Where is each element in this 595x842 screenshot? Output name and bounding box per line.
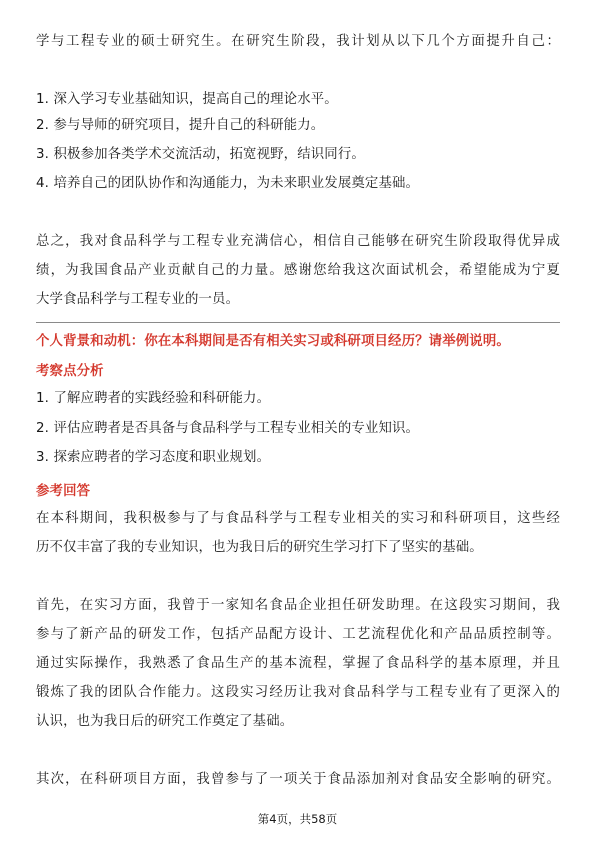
answer-heading: 参考回答 <box>36 484 91 499</box>
plan-item-3: 3. 积极参加各类学术交流活动，拓宽视野，结识同行。 <box>36 147 365 162</box>
analysis-point-3: 3. 探索应聘者的学习态度和职业规划。 <box>36 450 271 465</box>
summary-line-2: 绩，为我国食品产业贡献自己的力量。感谢您给我这次面试机会，希望能成为宁夏 <box>36 263 560 278</box>
answer-para2-line-2: 参与了新产品的研发工作，包括产品配方设计、工艺流程优化和产品品质控制等。 <box>36 627 560 642</box>
intro-line: 学与工程专业的硕士研究生。在研究生阶段，我计划从以下几个方面提升自己： <box>36 34 560 49</box>
answer-para2-line-3: 通过实际操作，我熟悉了食品生产的基本流程，掌握了食品科学的基本原理，并且 <box>36 656 560 671</box>
plan-item-2: 2. 参与导师的研究项目，提升自己的科研能力。 <box>36 118 325 133</box>
answer-para1-line-2: 历不仅丰富了我的专业知识，也为我日后的研究生学习打下了坚实的基础。 <box>36 540 483 555</box>
answer-para3-line-1: 其次，在科研项目方面，我曾参与了一项关于食品添加剂对食品安全影响的研究。 <box>36 772 560 787</box>
summary-line-3: 大学食品科学与工程专业的一员。 <box>36 292 240 307</box>
analysis-point-2: 2. 评估应聘者是否具备与食品科学与工程专业相关的专业知识。 <box>36 421 420 436</box>
plan-item-4: 4. 培养自己的团队协作和沟通能力，为未来职业发展奠定基础。 <box>36 176 420 191</box>
question-title: 个人背景和动机：你在本科期间是否有相关实习或科研项目经历？请举例说明。 <box>36 334 510 349</box>
section-divider <box>36 322 560 323</box>
page-number: 第4页，共58页 <box>257 812 338 826</box>
answer-para1-line-1: 在本科期间，我积极参与了与食品科学与工程专业相关的实习和科研项目，这些经 <box>36 511 560 526</box>
plan-item-1: 1. 深入学习专业基础知识，提高自己的理论水平。 <box>36 92 338 107</box>
answer-para2-line-1: 首先，在实习方面，我曾于一家知名食品企业担任研发助理。在这段实习期间，我 <box>36 598 560 613</box>
analysis-heading: 考察点分析 <box>36 364 104 379</box>
answer-para2-line-5: 认识，也为我日后的研究工作奠定了基础。 <box>36 714 294 729</box>
answer-para2-line-4: 锻炼了我的团队合作能力。这段实习经历让我对食品科学与工程专业有了更深入的 <box>36 685 560 700</box>
analysis-point-1: 1. 了解应聘者的实践经验和科研能力。 <box>36 391 271 406</box>
summary-line-1: 总之，我对食品科学与工程专业充满信心，相信自己能够在研究生阶段取得优异成 <box>36 234 560 249</box>
